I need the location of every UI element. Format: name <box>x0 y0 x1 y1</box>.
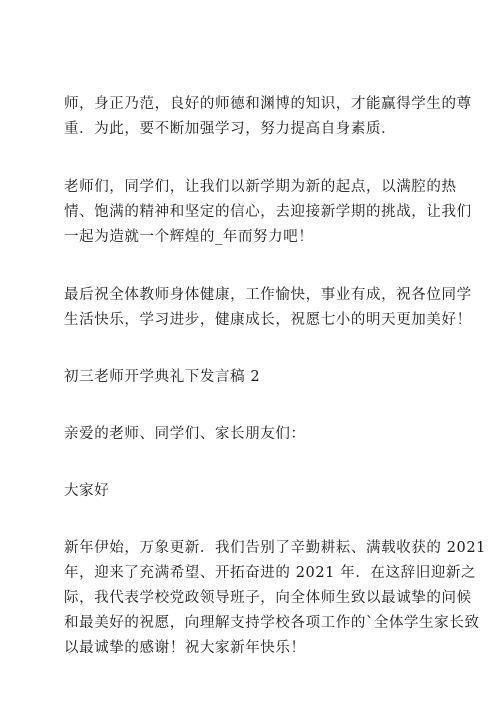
text-line: 最后祝全体教师身体健康，工作愉快，事业有成，祝各位同学 <box>64 287 472 303</box>
paragraph-closing-wishes <box>64 283 472 333</box>
text-line: 老师们，同学们，让我们以新学期为新的起点，以满腔的热 <box>64 179 457 195</box>
paragraph-new-semester <box>64 175 472 250</box>
section-heading <box>64 365 446 390</box>
text-line: 以最诚挚的感谢！祝大家新年快乐！ <box>64 640 306 656</box>
text-line: 际，我代表学校党政领导班子，向全体师生致以最诚挚的问候 <box>64 590 472 606</box>
paragraph-teacher-ethics <box>64 92 472 142</box>
text-line: 初三老师开学典礼下发言稿 2 <box>64 369 261 385</box>
text-line: 师，身正乃范，良好的师德和渊博的知识，才能赢得学生的尊 <box>64 96 472 112</box>
document-body <box>64 92 487 661</box>
text-line: 生活快乐，学习进步，健康成长，祝愿七小的明天更加美好！ <box>64 312 472 328</box>
salutation <box>64 422 446 447</box>
text-line: 大家好 <box>64 483 110 499</box>
text-line: 新年伊始，万象更新．我们告别了辛勤耕耘、满载收获的 2021 <box>64 540 487 556</box>
text-line: 年，迎来了充满希望、开拓奋进的 2021 年．在这辞旧迎新之 <box>64 565 477 581</box>
greeting <box>64 479 446 504</box>
text-line: 一起为造就一个辉煌的_年而努力吧！ <box>64 229 314 245</box>
text-line: 和最美好的祝愿，向理解支持学校各项工作的`全体学生家长致 <box>64 615 480 631</box>
text-line: 亲爱的老师、同学们、家长朋友们： <box>64 426 306 442</box>
text-line: 情、饱满的精神和坚定的信心，去迎接新学期的挑战，让我们 <box>64 204 472 220</box>
text-line: 重．为此，要不断加强学习，努力提高自身素质． <box>64 121 397 137</box>
paragraph-new-year <box>64 536 487 661</box>
